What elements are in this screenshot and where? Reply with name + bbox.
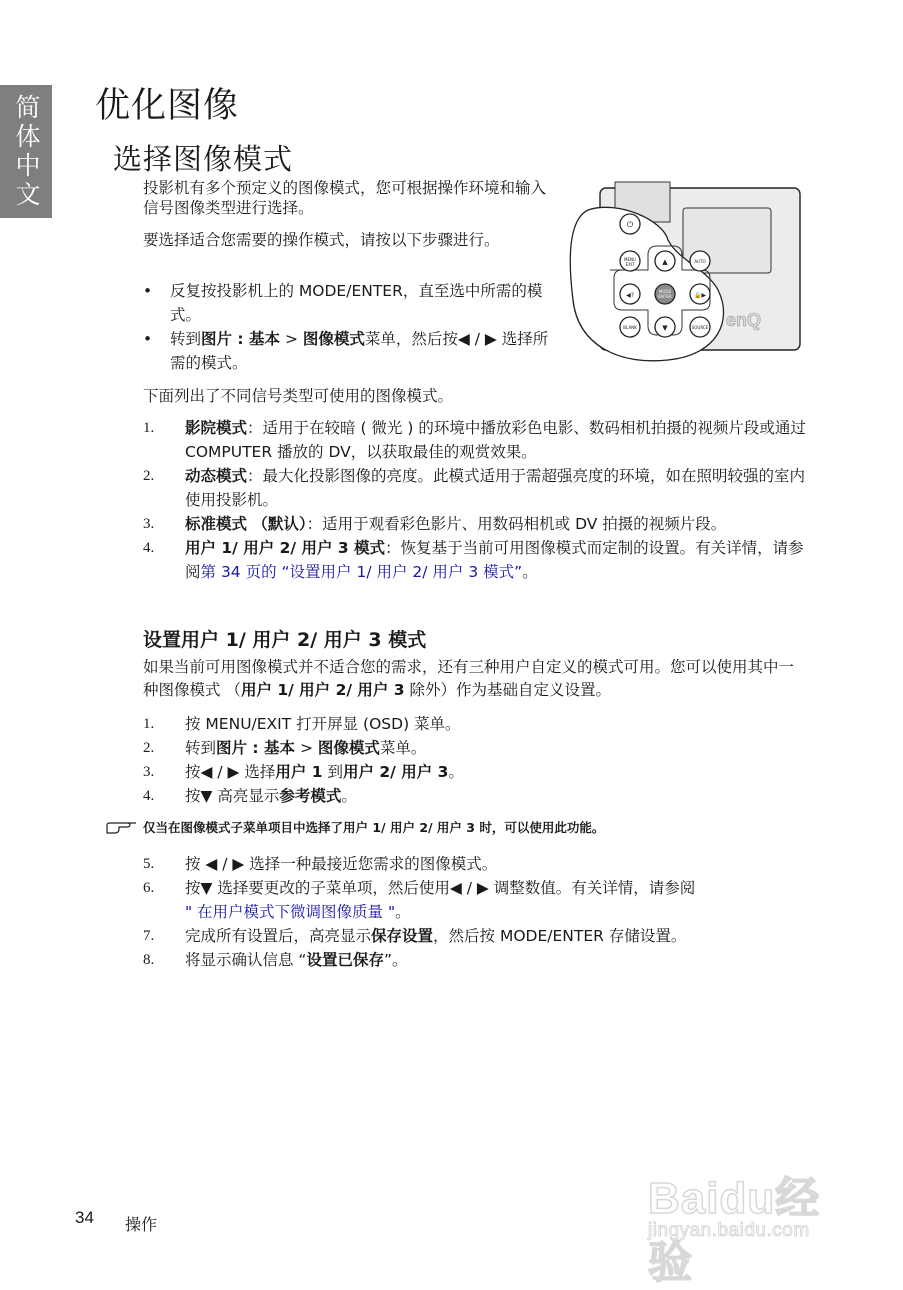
note-text: 仅当在图像模式子菜单项目中选择了用户 1/ 用户 2/ 用户 3 时，可以使用此功能。: [143, 820, 605, 835]
page-number: 34: [75, 1208, 94, 1227]
step-item: 3. 按◀ / ▶ 选择用户 1 到用户 2/ 用户 3。: [143, 763, 464, 781]
step-item: 7. 完成所有设置后，高亮显示保存设置，然后按 MODE/ENTER 存储设置。: [143, 927, 687, 945]
mode-list-item: 3. 标准模式 （默认）：适用于观看彩色影片、用数码相机或 DV 拍摄的视频片段。: [143, 515, 727, 533]
step-item: 8. 将显示确认信息 “设置已保存”。: [143, 951, 408, 969]
mode-list-item: 1. 影院模式：适用于在较暗 ( 微光 ) 的环境中播放彩色电影、数码相机拍摄的视频片段或通过 COMPUTER 播放的 DV，以获取最佳的观赏效果。: [143, 419, 806, 461]
step-item: 5. 按 ◀ / ▶ 选择一种最接近您需求的图像模式。: [143, 855, 498, 873]
step-item: 2. 转到图片 : 基本 > 图像模式菜单。: [143, 739, 427, 757]
language-tab-label: 简体中文: [12, 93, 41, 210]
note-callout: [105, 818, 604, 836]
intro-paragraph-1: 投影机有多个预定义的图像模式，您可根据操作环境和输入信号图像类型进行选择。: [143, 179, 547, 217]
svg-text:AUTO: AUTO: [694, 259, 706, 264]
cross-reference-link[interactable]: 第 34 页的 “设置用户 1/ 用户 2/ 用户 3 模式”: [200, 563, 523, 581]
bullet-text: 转到图片 : 基本 > 图像模式菜单，然后按◀ / ▶ 选择所需的模式。: [170, 330, 549, 372]
footer-section-label: 操作: [125, 1215, 158, 1234]
steps-list-a: [143, 712, 813, 808]
page-title: 优化图像: [95, 86, 240, 126]
svg-text:EXIT: EXIT: [625, 262, 635, 267]
mode-list-item: 2. 动态模式：最大化投影图像的亮度。此模式适用于需超强亮度的环境，如在照明较强的室内使用投影机。: [143, 467, 806, 509]
cross-reference-link[interactable]: " 在用户模式下微调图像质量 ": [185, 903, 396, 921]
svg-text:▲: ▲: [662, 258, 668, 266]
svg-text:⏻: ⏻: [626, 220, 634, 229]
language-side-tab: [0, 85, 52, 218]
subsection-title: 设置用户 1/ 用户 2/ 用户 3 模式: [143, 629, 427, 651]
step-item: 6. 按▼ 选择要更改的子菜单项，然后使用◀ / ▶ 调整数值。有关详情，请参阅 " 在用户模式下微调图像质量 "。: [143, 879, 696, 921]
svg-text:◀?: ◀?: [626, 292, 634, 299]
picture-mode-list: [143, 416, 813, 584]
steps-list-b: [143, 852, 813, 972]
bullet-dot: •: [143, 282, 153, 300]
svg-text:🔒▶: 🔒▶: [693, 292, 707, 299]
watermark-url: jingyan.baidu.com: [648, 1220, 810, 1241]
section-title: 选择图像模式: [113, 142, 294, 176]
intro-paragraph-2: 要选择适合您需要的操作模式，请按以下步骤进行。: [143, 231, 500, 249]
svg-text:enQ: enQ: [726, 310, 762, 330]
bullet-dot: •: [143, 330, 153, 348]
mode-list-item: 4. 用户 1/ 用户 2/ 用户 3 模式：恢复基于当前可用图像模式而定制的设置。有关详情，请参阅第 34 页的 “设置用户 1/ 用户 2/ 用户 3 模式”。: [143, 539, 804, 581]
svg-text:SOURCE: SOURCE: [691, 325, 709, 330]
subsection-intro: 如果当前可用图像模式并不适合您的需求，还有三种用户自定义的模式可用。您可以使用其中一种图像模式 （用户 1/ 用户 2/ 用户 3 除外）作为基础自定义设置。: [143, 658, 795, 699]
mode-name: 动态模式: [185, 467, 248, 485]
mode-name: 用户 1/ 用户 2/ 用户 3 模式: [185, 539, 386, 557]
baidu-watermark: [640, 1148, 860, 1287]
svg-text:MODE: MODE: [658, 289, 672, 294]
mode-list-intro: 下面列出了不同信号类型可使用的图像模式。: [143, 387, 454, 405]
pointing-hand-icon: [105, 819, 139, 835]
watermark-logo: Baidu经验: [648, 1174, 821, 1287]
bullet-text: 反复按投影机上的 MODE/ENTER，直至选中所需的模式。: [170, 282, 543, 324]
svg-text:BLANK: BLANK: [623, 325, 637, 330]
svg-text:ENTER: ENTER: [658, 294, 672, 299]
svg-text:▼: ▼: [662, 324, 668, 332]
step-item: 4. 按▼ 高亮显示参考模式。: [143, 787, 357, 805]
mode-name: 标准模式 （默认）: [185, 515, 307, 533]
projector-control-panel-illustration: [568, 180, 803, 370]
svg-text:MENU: MENU: [624, 257, 636, 262]
step-item: 1. 按 MENU/EXIT 打开屏显 (OSD) 菜单。: [143, 715, 461, 733]
mode-name: 影院模式: [185, 419, 248, 437]
